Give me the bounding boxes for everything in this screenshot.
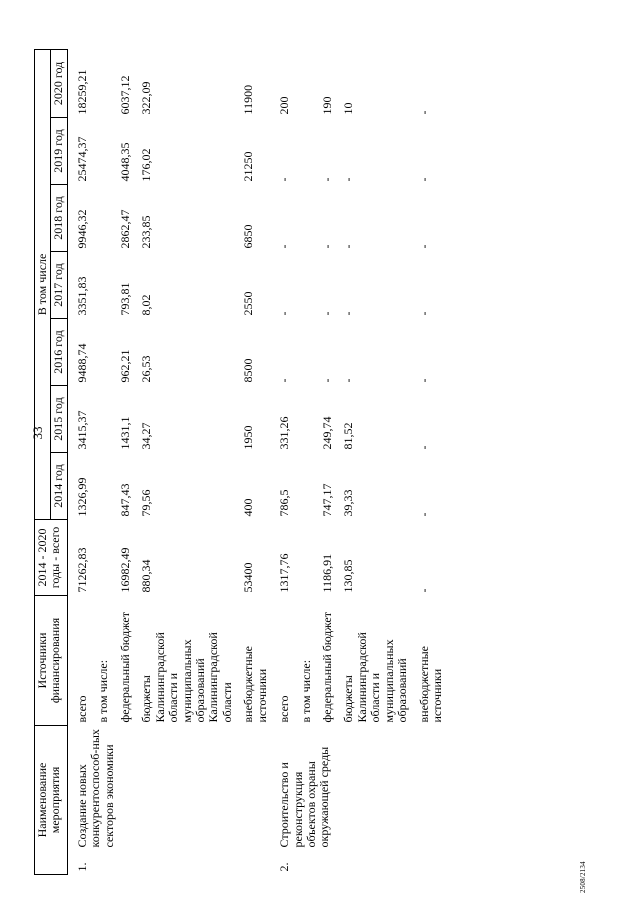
item-name: Создание новых конкурентоспособ-ных секторов экономики: [74, 729, 116, 848]
year-value: 8500: [241, 358, 256, 383]
item-number: 1.: [74, 862, 89, 872]
year-value: 9488,74: [74, 343, 89, 383]
year-value: 847,43: [117, 483, 132, 517]
header-sources: Источники финансирования: [35, 595, 68, 725]
funding-source: федеральный бюджет: [117, 612, 132, 723]
year-value: -: [416, 378, 431, 383]
total-value: [293, 519, 314, 595]
year-value: 200: [277, 96, 292, 115]
total-value: 880,34: [139, 559, 154, 593]
table-header: [35, 49, 68, 874]
year-value: -: [320, 378, 334, 383]
total-value: 71262,83: [74, 547, 89, 593]
year-value: 10: [341, 102, 356, 115]
year-value: -: [277, 311, 292, 316]
table-row: [270, 49, 292, 874]
year-value: 1326,99: [74, 477, 89, 517]
year-value: 176,02: [139, 148, 154, 182]
year-value: 39,33: [341, 489, 356, 517]
header-name: Наименование мероприятия: [35, 725, 68, 874]
year-value: -: [277, 244, 292, 249]
year-value: 18259,21: [74, 69, 89, 115]
table-row: [67, 49, 90, 874]
year-value: [293, 452, 314, 519]
year-value: [90, 251, 111, 318]
year-value: -: [416, 512, 431, 517]
header-year: 2020 год: [51, 49, 67, 117]
funding-source: бюджеты Калининградской области и муниципальных образований Калининградской области: [139, 632, 234, 723]
year-value: 3351,83: [74, 276, 89, 316]
funding-source: в том числе:: [96, 659, 111, 723]
total-value: 1317,76: [277, 553, 292, 593]
year-value: -: [416, 177, 431, 182]
year-value: -: [341, 311, 356, 316]
header-total: 2014 - 2020 годы - всего: [35, 519, 68, 595]
year-value: -: [416, 445, 431, 450]
year-value: 962,21: [117, 349, 132, 383]
item-number: 2.: [277, 862, 292, 872]
year-value: 1950: [241, 425, 256, 450]
year-value: [90, 49, 111, 117]
year-value: -: [341, 244, 356, 249]
year-value: -: [341, 378, 356, 383]
year-value: -: [277, 378, 292, 383]
year-value: 2550: [241, 291, 256, 316]
total-value: 16982,49: [117, 547, 132, 593]
year-value: 8,02: [139, 294, 154, 316]
year-value: 2862,47: [117, 209, 132, 249]
year-value: 3415,37: [74, 410, 89, 450]
funding-source: в том числе:: [298, 659, 313, 723]
funding-source: бюджеты Калининградской области и муниципальных образований: [341, 632, 410, 723]
year-value: [293, 251, 314, 318]
year-value: -: [416, 110, 431, 115]
total-value: 1186,91: [320, 553, 334, 593]
year-value: 786,5: [277, 489, 292, 517]
year-value: [293, 318, 314, 385]
funding-source: внебюджетные источники: [241, 645, 269, 723]
year-value: 322,09: [139, 81, 154, 115]
item-name: Строительство и реконструкция объектов охраны окружающей среды: [277, 746, 332, 848]
header-year: 2016 год: [51, 318, 67, 385]
year-value: 26,53: [139, 355, 154, 383]
year-value: 793,81: [117, 282, 132, 316]
header-including: В том числе: [35, 49, 51, 519]
year-value: [90, 117, 111, 184]
total-value: 53400: [241, 562, 256, 593]
funding-source: внебюджетные источники: [416, 645, 445, 723]
header-year: 2017 год: [51, 251, 67, 318]
year-value: [90, 452, 111, 519]
year-value: [293, 117, 314, 184]
page-number: 33: [30, 426, 45, 440]
year-value: -: [416, 244, 431, 249]
total-value: -: [416, 588, 431, 593]
year-value: [90, 184, 111, 251]
header-year: 2019 год: [51, 117, 67, 184]
table-body: [67, 49, 445, 874]
year-value: 233,85: [139, 215, 154, 249]
funding-source: всего: [277, 695, 292, 723]
year-value: 6037,12: [117, 75, 132, 115]
year-value: [293, 385, 314, 452]
year-value: -: [320, 244, 334, 249]
year-value: -: [416, 311, 431, 316]
header-year: 2014 год: [51, 452, 67, 519]
year-value: -: [341, 177, 356, 182]
year-value: 79,56: [139, 489, 154, 517]
header-year: 2018 год: [51, 184, 67, 251]
year-value: 25474,37: [74, 136, 89, 182]
year-value: 6850: [241, 224, 256, 249]
year-value: 81,52: [341, 422, 356, 450]
rotated-page: [0, 45, 620, 905]
year-value: -: [277, 177, 292, 182]
year-value: [90, 318, 111, 385]
year-value: 34,27: [139, 422, 154, 450]
year-value: 9946,32: [74, 209, 89, 249]
total-value: [90, 519, 111, 595]
year-value: 21250: [241, 151, 256, 182]
year-value: [293, 49, 314, 117]
year-value: [90, 385, 111, 452]
header-year: 2015 год: [51, 385, 67, 452]
year-value: 331,26: [277, 416, 292, 450]
funding-source: всего: [74, 695, 89, 723]
year-value: 11900: [241, 84, 256, 115]
year-value: 747,17: [320, 483, 334, 517]
year-value: 249,74: [320, 416, 334, 450]
year-value: -: [320, 311, 334, 316]
funding-table: [34, 49, 446, 875]
year-value: 400: [241, 498, 256, 517]
year-value: 190: [320, 96, 334, 115]
funding-source: федеральный бюджет: [320, 612, 334, 723]
year-value: 1431,1: [117, 416, 132, 450]
year-value: [293, 184, 314, 251]
side-code: 2508/2134: [579, 861, 587, 893]
year-value: 4048,35: [117, 142, 132, 182]
total-value: 130,85: [341, 559, 356, 593]
year-value: -: [320, 177, 334, 182]
